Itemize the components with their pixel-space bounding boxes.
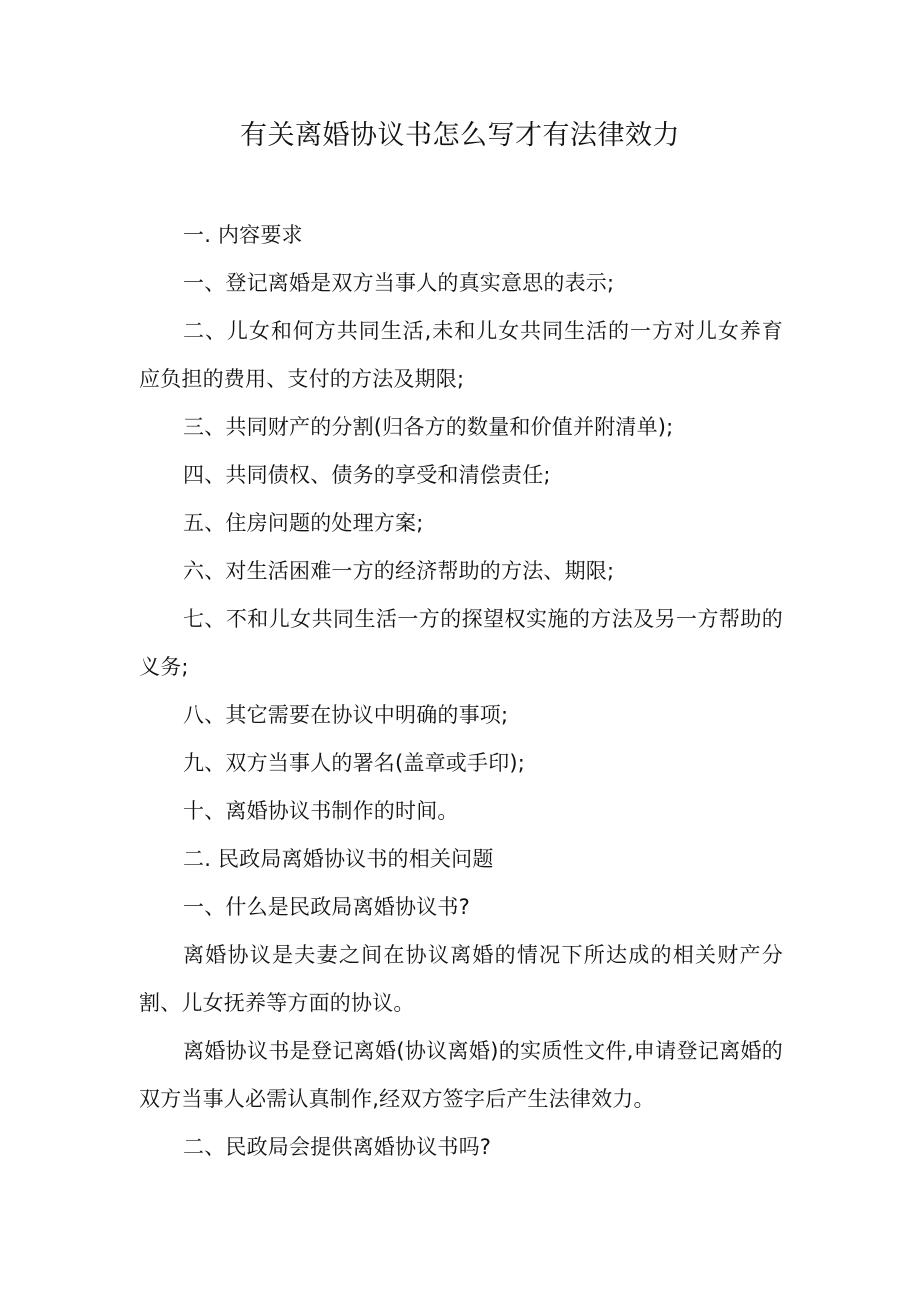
question-1: 一、什么是民政局离婚协议书? [183, 895, 470, 919]
paragraph-item-1: 一、登记离婚是双方当事人的真实意思的表示; [183, 271, 615, 295]
answer-1-paragraph-1: 离婚协议是夫妻之间在协议离婚的情况下所达成的相关财产分割、儿女抚养等方面的协议。 [139, 943, 783, 1015]
paragraph-item-2: 二、儿女和何方共同生活,未和儿女共同生活的一方对儿女养育应负担的费用、支付的方法及期限; [139, 319, 783, 391]
paragraph-item-8: 八、其它需要在协议中明确的事项; [183, 703, 509, 727]
document-body [139, 211, 783, 1171]
question-2: 二、民政局会提供离婚协议书吗? [183, 1135, 492, 1159]
section-heading-related-questions: 二. 民政局离婚协议书的相关问题 [183, 847, 494, 871]
answer-1-paragraph-2: 离婚协议书是登记离婚(协议离婚)的实质性文件,申请登记离婚的双方当事人必需认真制作,经双方签字后产生法律效力。 [139, 1039, 783, 1111]
paragraph-item-7: 七、不和儿女共同生活一方的探望权实施的方法及另一方帮助的义务; [139, 607, 783, 679]
paragraph-item-3: 三、共同财产的分割(归各方的数量和价值并附清单); [183, 415, 674, 439]
paragraph-item-9: 九、双方当事人的署名(盖章或手印); [183, 751, 526, 775]
paragraph-item-10: 十、离婚协议书制作的时间。 [183, 799, 459, 823]
document-title: 有关离婚协议书怎么写才有法律效力 [240, 120, 680, 151]
paragraph-item-5: 五、住房问题的处理方案; [183, 511, 424, 535]
section-heading-content-requirements: 一. 内容要求 [183, 223, 303, 247]
paragraph-item-4: 四、共同债权、债务的享受和清偿责任; [183, 463, 551, 487]
paragraph-item-6: 六、对生活困难一方的经济帮助的方法、期限; [183, 559, 615, 583]
